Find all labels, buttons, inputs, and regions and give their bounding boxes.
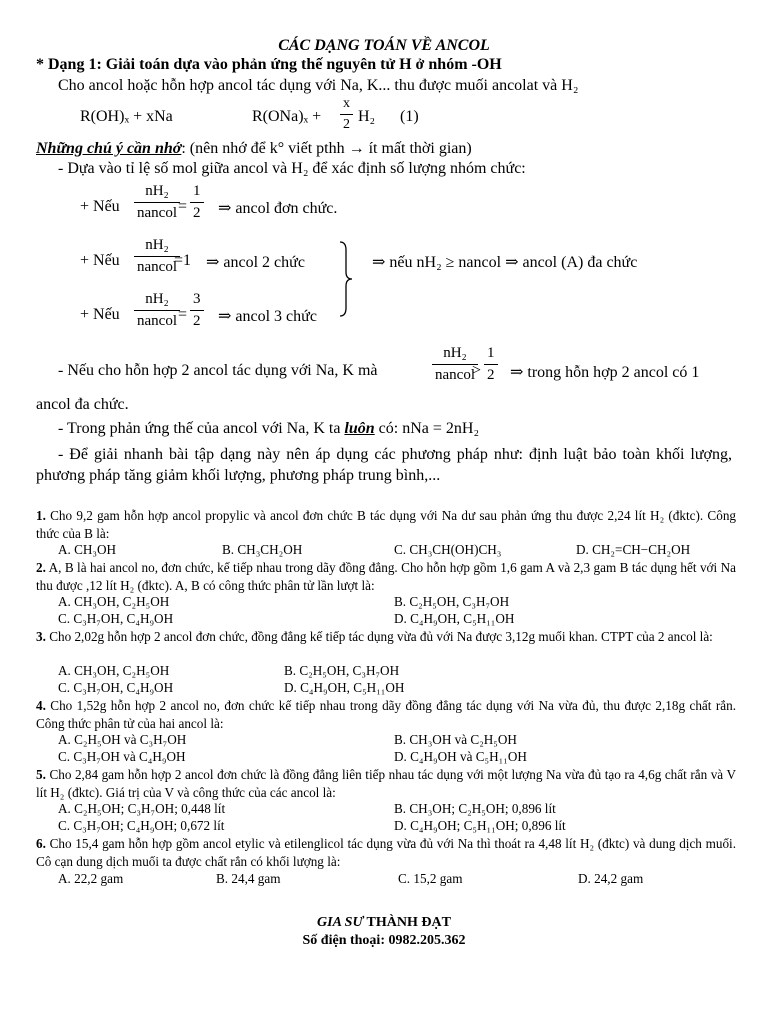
page-title: CÁC DẠNG TOÁN VỀ ANCOL (278, 37, 490, 54)
right-brace-icon (338, 240, 354, 318)
option-d[interactable]: D. C₄H₉OH, C₅H₁₁OH (284, 680, 405, 695)
fraction-numerator: x (343, 96, 350, 111)
mix-result-cont: ancol đa chức. (36, 396, 129, 413)
mix-result: ⇒ trong hỗn hợp 2 ancol có 1 (510, 364, 700, 381)
question-body: Cho 2,02g hỗn hợp 2 ancol đơn chức, đồng đẳng kế tiếp tác dụng vừa đủ với Na được 3,12g muối khan. CTPT của 2 ancol là: (49, 629, 713, 644)
method-paragraph: - Để giải nhanh bài tập dạng này nên áp dụng các phương pháp như: định luật bảo toàn khối lượng, phương pháp tăng giảm khối lượng, phương pháp trung bình,... (36, 446, 732, 484)
footer-phone: Số điện thoại: 0982.205.362 (302, 933, 466, 948)
footer-tutor (0, 915, 768, 931)
option-c[interactable]: C. 15,2 gam (398, 871, 463, 886)
equation-number: (1) (400, 108, 419, 125)
question-number: 1. (36, 508, 46, 523)
option-b[interactable]: B. CH₃OH và C₂H₅OH (394, 732, 517, 747)
fraction-denominator: 2 (340, 114, 353, 132)
always-line (58, 420, 479, 438)
option-a[interactable]: A. CH₃OH, C₂H₅OH (58, 594, 170, 609)
question-body: A, B là hai ancol no, đơn chức, kế tiếp nhau trong dãy đồng đẳng. Cho hỗn hợp gồm 1,6 gam A và 2,3 gam B tác dụng hết với Na thu được ,12 lít H₂ (đktc). A, B có công thức phân tử lần lượt là: (36, 560, 736, 593)
question-body: Cho 1,52g hỗn hợp 2 ancol no, đơn chức kế tiếp nhau trong dãy đồng đẳng tác dụng với Na vừa đủ, thu được 2,18g chất rắn. Công thức phân tử của hai ancol là: (36, 698, 736, 731)
equation-fraction (340, 97, 353, 132)
case1-equals: = (178, 198, 188, 215)
question-number: 2. (36, 560, 46, 575)
always-text: - Trong phản ứng thế của ancol với Na, K ta (58, 420, 341, 437)
option-a[interactable]: A. CH₃OH (58, 542, 117, 557)
value-denominator: 2 (484, 364, 498, 383)
case3-if: + Nếu (80, 306, 120, 323)
case3-ratio (134, 292, 180, 329)
option-b[interactable]: B. CH₃CH₂OH (222, 542, 303, 557)
case1-ratio (134, 184, 180, 221)
option-c[interactable]: C. C₃H₇OH; C₄H₉OH; 0,672 lít (58, 818, 225, 833)
always-suffix: có: (378, 420, 399, 437)
option-c[interactable]: C. C₃H₇OH, C₄H₉OH (58, 611, 174, 626)
case1-value (190, 184, 204, 221)
option-b[interactable]: B. 24,4 gam (216, 871, 281, 886)
always-emphasis: luôn (344, 420, 375, 437)
option-d[interactable]: D. 24,2 gam (578, 871, 644, 886)
ratio-numerator: nH₂ (145, 291, 169, 307)
case1-if: + Nếu (80, 198, 120, 215)
notes-label: Những chú ý cần nhớ (36, 140, 182, 157)
question-text (36, 559, 736, 594)
question-text (36, 835, 736, 870)
case3-equals: = (178, 306, 188, 323)
option-c[interactable]: C. CH₃CH(OH)CH₃ (394, 542, 502, 557)
question-text (36, 766, 736, 801)
footer-tutor-name: THÀNH ĐẠT (363, 915, 451, 930)
ratio-intro: - Dựa vào tỉ lệ số mol giữa ancol và H₂ để xác định số lượng nhóm chức: (58, 160, 526, 177)
mix-half (484, 346, 498, 383)
question-number: 4. (36, 698, 46, 713)
option-d[interactable]: D. C₄H₉OH, C₅H₁₁OH (394, 611, 515, 626)
question-body: Cho 2,84 gam hỗn hợp 2 ancol đơn chức là đồng đẳng liên tiếp nhau tác dụng với một lượng Na vừa đủ tạo ra 4,6g chất rắn và V lít H₂ (đktc). Giá trị của V và công thức của các ancol là: (36, 767, 736, 800)
equation-h2: H₂ (358, 108, 376, 125)
option-a[interactable]: A. C₂H₅OH; C₃H₇OH; 0,448 lít (58, 801, 226, 816)
ratio-denominator: nancol (134, 310, 180, 329)
question-number: 5. (36, 767, 46, 782)
option-d[interactable]: D. CH₂=CH−CH₂OH (576, 542, 691, 557)
option-d[interactable]: D. C₄H₉OH; C₅H₁₁OH; 0,896 lít (394, 818, 566, 833)
question-text (36, 628, 736, 646)
case2-value: =1 (174, 252, 192, 269)
option-c[interactable]: C. C₃H₇OH và C₄H₉OH (58, 749, 186, 764)
ratio-denominator: nancol (432, 364, 478, 383)
option-b[interactable]: B. C₂H₅OH, C₃H₇OH (394, 594, 510, 609)
brace-result: ⇒ nếu nH₂ ≥ nancol ⇒ ancol (A) đa chức (372, 254, 638, 271)
ratio-denominator: nancol (134, 256, 180, 275)
case2-if: + Nếu (80, 252, 120, 269)
option-b[interactable]: B. C₂H₅OH, C₃H₇OH (284, 663, 400, 678)
value-denominator: 2 (190, 202, 204, 221)
question-body: Cho 15,4 gam hỗn hợp gồm ancol etylic và etilenglicol tác dụng vừa đủ với Na thì thoát ra 4,48 lít H₂ (đktc) và dung dịch muối. Cô cạn dung dịch muối ta được chất rắn có khối lượng là: (36, 836, 737, 869)
case2-result: ⇒ ancol 2 chức (206, 254, 305, 271)
equation-right: R(ONa)ₓ + (252, 108, 322, 125)
question-number: 3. (36, 629, 46, 644)
option-b[interactable]: B. CH₃OH; C₂H₅OH; 0,896 lít (394, 801, 556, 816)
mix-text: - Nếu cho hỗn hợp 2 ancol tác dụng với Na, K mà (58, 362, 378, 379)
question-body: Cho 9,2 gam hỗn hợp ancol propylic và ancol đơn chức B tác dụng với Na dư sau phản ứng thu được 2,24 lít H₂ (đktc). Công thức của B là: (36, 508, 737, 541)
question-number: 6. (36, 836, 46, 851)
equation-left: R(OH)ₓ + xNa (80, 108, 173, 125)
case3-value (190, 292, 204, 329)
case1-result: ⇒ ancol đơn chức. (218, 200, 338, 217)
ratio-numerator: nH₂ (145, 183, 169, 199)
section-heading: * Dạng 1: Giải toán dựa vào phản ứng thế nguyên tử H ở nhóm -OH (36, 56, 502, 73)
question-text (36, 507, 736, 542)
question-text (36, 697, 736, 732)
ratio-numerator: nH₂ (443, 345, 467, 361)
mix-gt: > (472, 362, 482, 379)
notes-label-suffix: : (nên nhớ để k° viết pthh → ít mất thời gian) (181, 140, 472, 157)
option-a[interactable]: A. C₂H₅OH và C₃H₇OH (58, 732, 187, 747)
section-intro: Cho ancol hoặc hỗn hợp ancol tác dụng với Na, K... thu được muối ancolat và H₂ (58, 77, 579, 94)
value-numerator: 1 (193, 183, 201, 199)
always-equation: nNa = 2nH₂ (402, 420, 480, 437)
value-denominator: 2 (190, 310, 204, 329)
case3-result: ⇒ ancol 3 chức (218, 308, 317, 325)
footer-tutor-label: GIA SƯ (317, 915, 364, 930)
option-d[interactable]: D. C₄H₉OH và C₅H₁₁OH (394, 749, 527, 764)
value-numerator: 3 (193, 291, 201, 307)
option-c[interactable]: C. C₃H₇OH, C₄H₉OH (58, 680, 174, 695)
notes-heading (36, 140, 472, 158)
value-numerator: 1 (487, 345, 495, 361)
ratio-numerator: nH₂ (145, 237, 169, 253)
option-a[interactable]: A. 22,2 gam (58, 871, 124, 886)
ratio-denominator: nancol (134, 202, 180, 221)
option-a[interactable]: A. CH₃OH, C₂H₅OH (58, 663, 170, 678)
